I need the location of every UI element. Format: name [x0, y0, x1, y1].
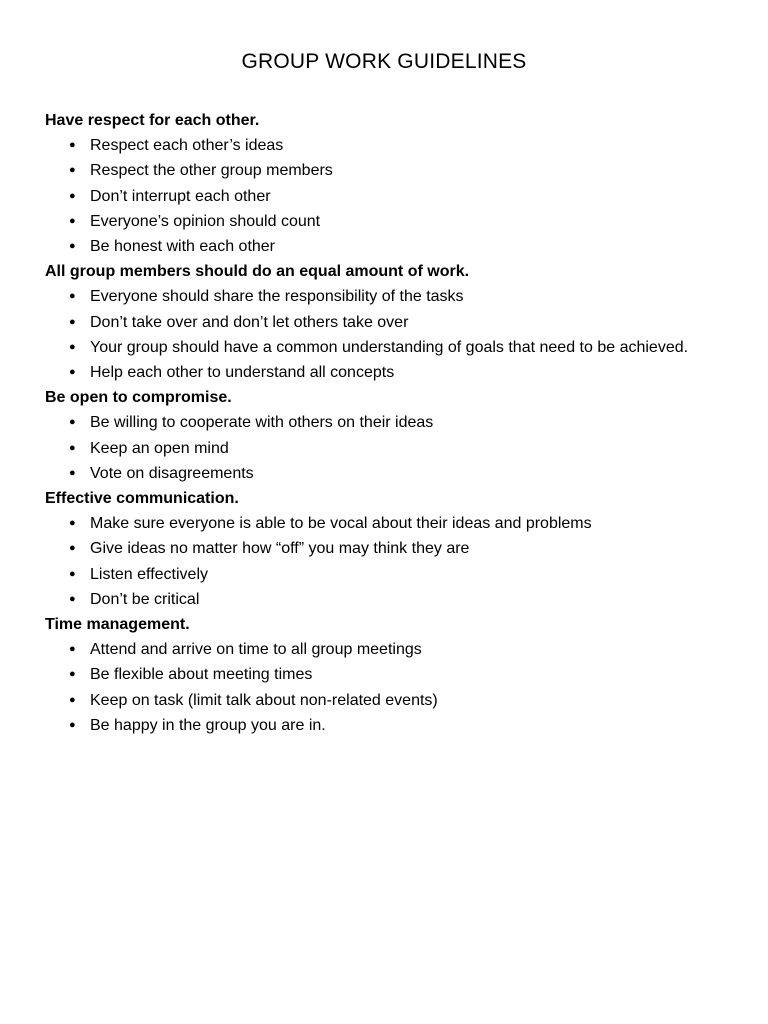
bullet-icon: ●: [69, 214, 76, 227]
list-item-text: Everyone should share the responsibility of the tasks: [90, 288, 464, 306]
section-heading: Time management.: [45, 616, 190, 634]
section-communication: [45, 486, 725, 612]
page-title: GROUP WORK GUIDELINES: [241, 50, 527, 73]
list-item-text: Keep an open mind: [90, 439, 229, 457]
section-time-management: [45, 612, 725, 738]
section-heading: All group members should do an equal amount of work.: [45, 263, 470, 281]
section-heading: Be open to compromise.: [45, 389, 232, 407]
list-item-text: Your group should have a common understanding of goals that need to be achieved.: [90, 338, 689, 356]
list-item-text: Keep on task (limit talk about non-related events): [90, 691, 438, 709]
list-item: [45, 461, 725, 486]
bullet-list: [45, 133, 725, 259]
bullet-icon: ●: [69, 366, 76, 379]
section-heading: Effective communication.: [45, 490, 239, 508]
bullet-icon: ●: [69, 693, 76, 706]
guidelines-content: [45, 108, 725, 738]
bullet-icon: ●: [69, 668, 76, 681]
list-item-text: Respect each other’s ideas: [90, 137, 284, 155]
section-heading: Have respect for each other.: [45, 112, 260, 129]
bullet-icon: ●: [69, 592, 76, 605]
list-item-text: Be willing to cooperate with others on their ideas: [90, 414, 434, 432]
list-item: [45, 360, 725, 385]
section-compromise: [45, 385, 725, 486]
list-item-text: Listen effectively: [90, 565, 208, 583]
bullet-icon: ●: [69, 567, 76, 580]
list-item-text: Respect the other group members: [90, 162, 333, 180]
list-item: [45, 133, 725, 158]
section-respect: [45, 108, 725, 259]
bullet-icon: ●: [69, 466, 76, 479]
list-item-text: Help each other to understand all concepts: [90, 364, 395, 382]
list-item: [45, 713, 725, 738]
list-item: [45, 536, 725, 561]
list-item: [45, 637, 725, 662]
list-item-text: Don’t take over and don’t let others take over: [90, 313, 409, 331]
list-item: [45, 335, 725, 360]
list-item: [45, 184, 725, 209]
bullet-icon: ●: [69, 643, 76, 656]
bullet-icon: ●: [69, 340, 76, 353]
bullet-icon: ●: [69, 290, 76, 303]
bullet-icon: ●: [69, 441, 76, 454]
bullet-list: [45, 637, 725, 738]
bullet-list: [45, 284, 725, 385]
bullet-list: [45, 410, 725, 486]
list-item: [45, 587, 725, 612]
list-item-text: Be honest with each other: [90, 238, 276, 256]
bullet-icon: ●: [69, 542, 76, 555]
list-item: [45, 511, 725, 536]
bullet-icon: ●: [69, 240, 76, 253]
list-item-text: Be happy in the group you are in.: [90, 716, 326, 734]
bullet-list: [45, 511, 725, 612]
list-item-text: Everyone’s opinion should count: [90, 212, 321, 230]
bullet-icon: ●: [69, 315, 76, 328]
bullet-icon: ●: [69, 139, 76, 152]
list-item-text: Don’t interrupt each other: [90, 187, 271, 205]
bullet-icon: ●: [69, 189, 76, 202]
list-item-text: Vote on disagreements: [90, 464, 254, 482]
bullet-icon: ●: [69, 416, 76, 429]
bullet-icon: ●: [69, 517, 76, 530]
list-item: [45, 310, 725, 335]
list-item-text: Make sure everyone is able to be vocal about their ideas and problems: [90, 515, 592, 533]
list-item: [45, 688, 725, 713]
list-item: [45, 410, 725, 435]
bullet-icon: ●: [69, 164, 76, 177]
list-item-text: Attend and arrive on time to all group meetings: [90, 641, 422, 659]
section-equal-work: [45, 259, 725, 385]
list-item: [45, 158, 725, 183]
list-item: [45, 662, 725, 687]
bullet-icon: ●: [69, 718, 76, 731]
list-item-text: Don’t be critical: [90, 590, 200, 608]
list-item-text: Be flexible about meeting times: [90, 666, 313, 684]
list-item: [45, 284, 725, 309]
list-item: [45, 436, 725, 461]
list-item: [45, 562, 725, 587]
list-item: [45, 209, 725, 234]
list-item: [45, 234, 725, 259]
list-item-text: Give ideas no matter how “off” you may think they are: [90, 540, 470, 558]
